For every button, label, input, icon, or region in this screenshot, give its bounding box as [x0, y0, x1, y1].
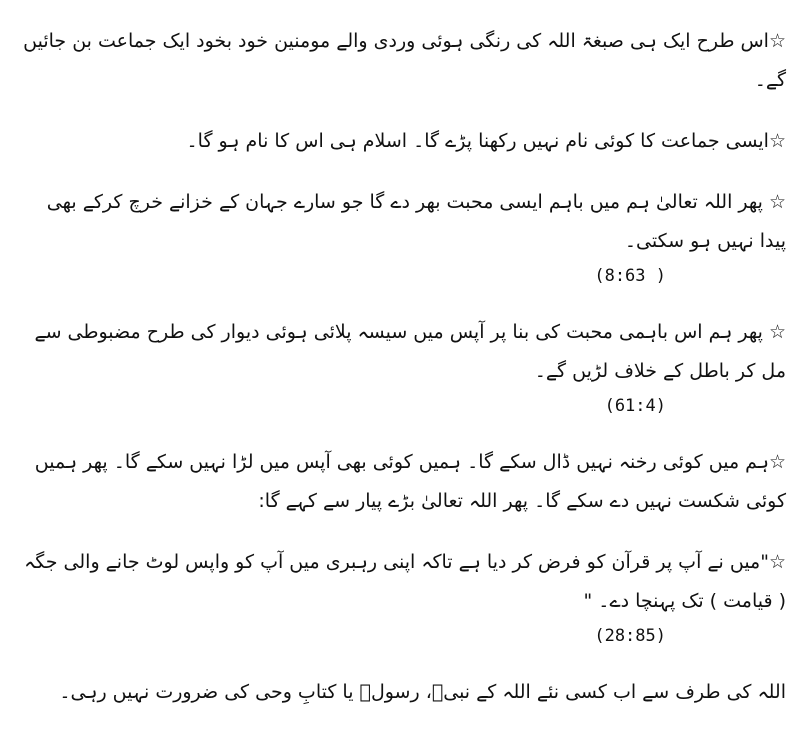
paragraph-7-text: اللہ کی طرف سے اب کسی نئے اللہ کے نبیؐ، رسولؐ یا کتابِ وحی کی ضرورت نہیں رہی۔ [59, 681, 786, 703]
paragraph-6 [22, 543, 786, 651]
paragraph-5 [22, 443, 786, 521]
paragraph-2 [22, 122, 786, 161]
verse-reference-8-63: (8:63 ) [594, 266, 666, 286]
paragraph-7 [22, 673, 786, 712]
paragraph-5-text: ☆ہم میں کوئی رخنہ نہیں ڈال سکے گا۔ ہمیں کوئی بھی آپس میں لڑا نہیں سکے گا۔ پھر ہمیں کوئی شکست نہیں دے سکے گا۔ پھر اللہ تعالیٰ بڑے پیار سے کہے گا: [34, 451, 786, 512]
verse-reference-28-85: (28:85) [594, 626, 666, 646]
paragraph-4 [22, 313, 786, 421]
paragraph-3 [22, 183, 786, 291]
paragraph-3-text: ☆ پھر اللہ تعالیٰ ہم میں باہم ایسی محبت بھر دے گا جو سارے جہان کے خزانے خرچ کرکے بھی پیدا نہیں ہو سکتی۔ [46, 191, 786, 252]
paragraph-1 [22, 22, 786, 100]
verse-reference-61-4: (61:4) [604, 396, 666, 416]
paragraph-2-text: ☆ایسی جماعت کا کوئی نام نہیں رکھنا پڑے گا۔ اسلام ہی اس کا نام ہو گا۔ [186, 130, 786, 152]
paragraph-1-text: ☆اس طرح ایک ہی صبغۃ اللہ کی رنگی ہوئی وردی والے مومنین خود بخود ایک جماعت بن جائیں گے۔ [23, 30, 786, 91]
paragraph-4-text: ☆ پھر ہم اس باہمی محبت کی بنا پر آپس میں سیسہ پلائی ہوئی دیوار کی طرح مضبوطی سے مل کر باطل کے خلاف لڑیں گے۔ [34, 321, 786, 382]
paragraph-6-text: ☆"میں نے آپ پر قرآن کو فرض کر دیا ہے تاکہ اپنی رہبری میں آپ کو واپس لوٹ جانے والی جگہ ( قیامت ) تک پہنچا دے۔ " [24, 551, 786, 612]
